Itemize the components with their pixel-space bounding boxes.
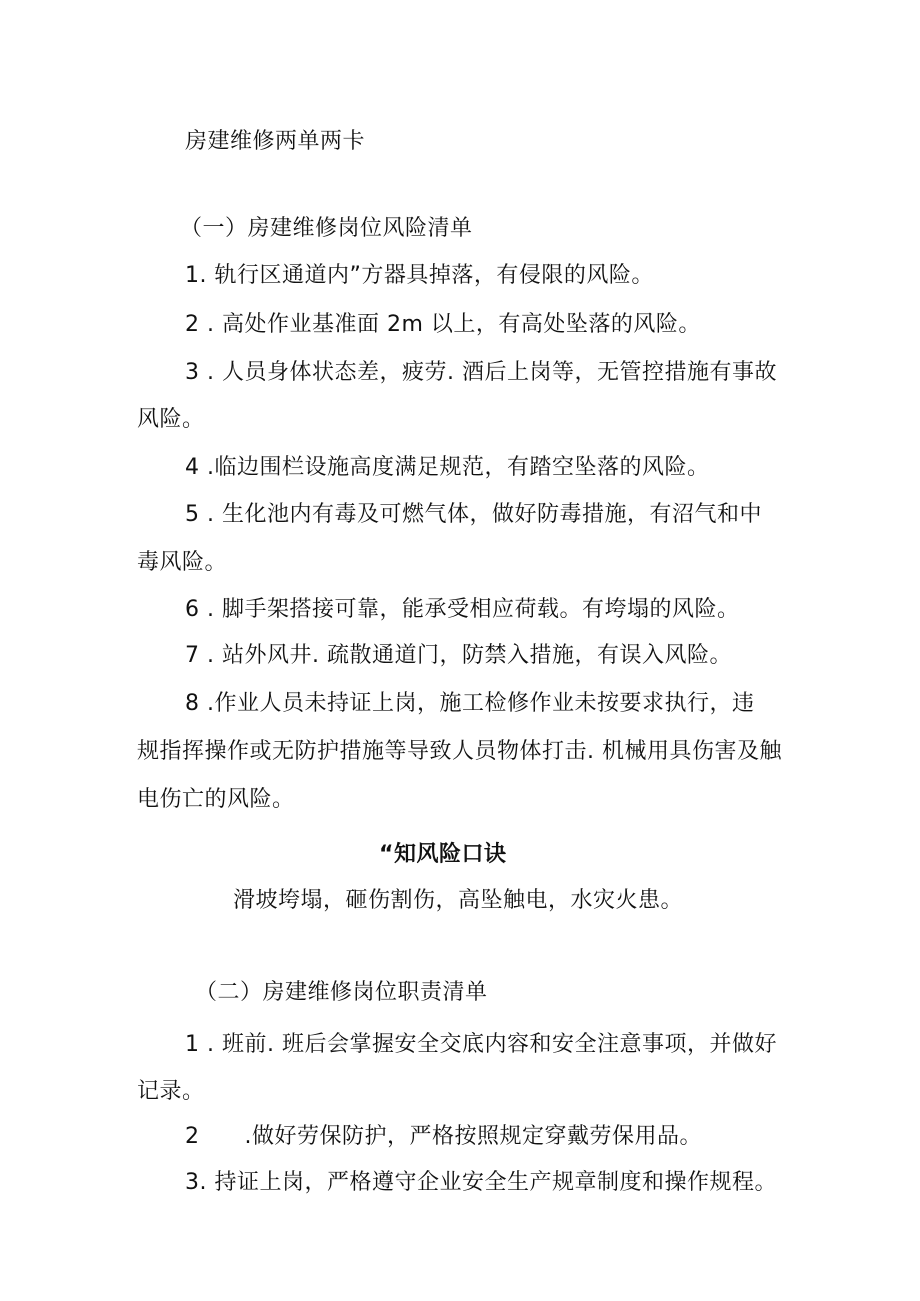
duty-item-2: 2 .做好劳保防护，严格按照规定穿戴劳保用品。 — [185, 1124, 702, 1149]
duty-item-3: 3. 持证上岗，严格遵守企业安全生产规章制度和操作规程。 — [185, 1170, 777, 1195]
duty-section-heading: （二）房建维修岗位职责清单 — [195, 980, 488, 1005]
risk-item-8: 8 .作业人员未持证上岗，施工检修作业未按要求执行，违 — [185, 691, 755, 716]
duty-item-1-continued: 记录。 — [137, 1079, 205, 1104]
risk-item-3: 3 . 人员身体状态差，疲劳. 酒后上岗等，无管控措施有事故 — [185, 360, 777, 385]
risk-item-5-continued: 毒风险。 — [137, 550, 228, 575]
risk-item-8-continued: 规指挥操作或无防护措施等导致人员物体打击. 机械用具伤害及触 — [137, 739, 782, 764]
document-title: 房建维修两单两卡 — [185, 129, 366, 154]
risk-item-7: 7 . 站外风井. 疏散通道门，防禁入措施，有误入风险。 — [185, 643, 732, 668]
risk-item-5: 5 . 生化池内有毒及可燃气体，做好防毒措施，有沼气和中 — [185, 502, 762, 527]
risk-item-2: 2 . 高处作业基准面 2m 以上，有高处坠落的风险。 — [185, 312, 701, 337]
duty-item-1: 1 . 班前. 班后会掌握安全交底内容和安全注意事项，并做好 — [185, 1032, 777, 1057]
risk-item-4: 4 .临边围栏设施高度满足规范，有踏空坠落的风险。 — [185, 455, 710, 480]
risk-item-1: 1. 轨行区通道内”方器具掉落，有侵限的风险。 — [185, 263, 654, 288]
risk-item-3-continued: 风险。 — [137, 407, 205, 432]
motto-line: 滑坡垮塌，砸伤割伤，高坠触电，水灾火患。 — [233, 888, 684, 913]
risk-section-heading: （一）房建维修岗位风险清单 — [180, 216, 473, 241]
risk-item-8-continued-2: 电伤亡的风险。 — [137, 787, 295, 812]
risk-item-6: 6 . 脚手架搭接可靠，能承受相应荷载。有垮塌的风险。 — [185, 597, 740, 622]
motto-title: “知风险口诀 — [379, 842, 507, 867]
